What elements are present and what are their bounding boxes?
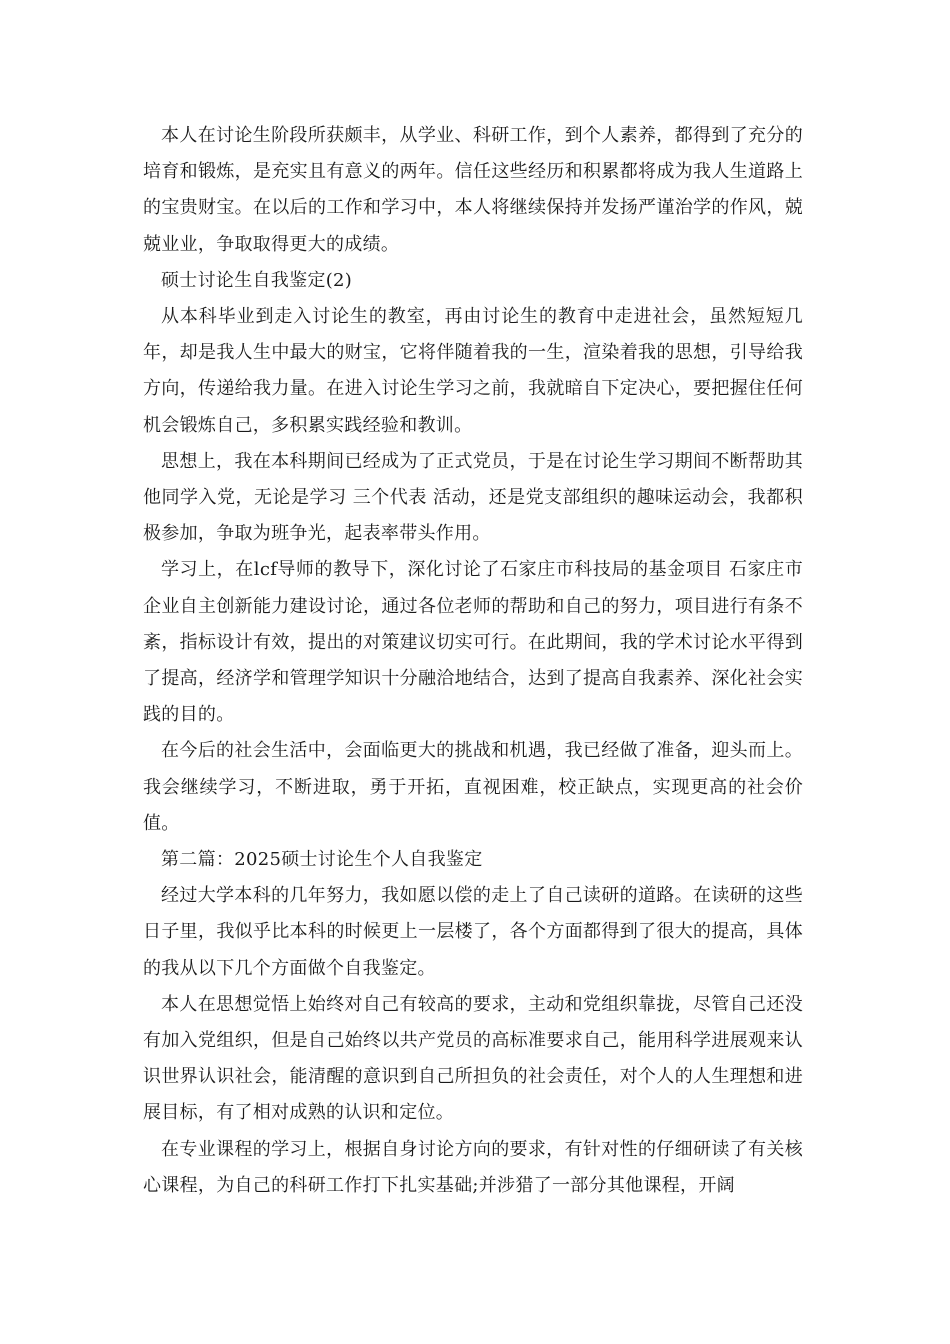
- document-body: [143, 118, 803, 1204]
- section-heading-2: 硕士讨论生自我鉴定(2): [161, 269, 353, 291]
- paragraph-1: 本人在讨论生阶段所获颇丰，从学业、科研工作，到个人素养，都得到了充分的培育和锻炼，是充实且有意义的两年。信任这些经历和积累都将成为我人生道路上的宝贵财宝。在以后的工作和学习中，本人将继续保持并发扬严谨治学的作风，兢兢业业，争取取得更大的成绩。: [143, 125, 803, 255]
- paragraph-6: 经过大学本科的几年努力，我如愿以偿的走上了自己读研的道路。在读研的这些日子里，我似乎比本科的时候更上一层楼了，各个方面都得到了很大的提高，具体的我从以下几个方面做个自我鉴定。: [143, 885, 803, 979]
- paragraph-2: 从本科毕业到走入讨论生的教室，再由讨论生的教育中走进社会，虽然短短几年，却是我人生中最大的财宝，它将伴随着我的一生，渲染着我的思想，引导给我方向，传递给我力量。在进入讨论生学习之前，我就暗自下定决心，要把握住任何机会锻炼自己，多积累实践经验和教训。: [143, 306, 803, 436]
- paragraph-8: 在专业课程的学习上，根据自身讨论方向的要求，有针对性的仔细研读了有关核心课程，为自己的科研工作打下扎实基础;并涉猎了一部分其他课程，开阔: [143, 1138, 803, 1196]
- paragraph-7: 本人在思想觉悟上始终对自己有较高的要求，主动和党组织靠拢，尽管自己还没有加入党组织，但是自己始终以共产党员的高标准要求自己，能用科学进展观来认识世界认识社会，能清醒的意识到自己所担负的社会责任，对个人的人生理想和进展目标，有了相对成熟的认识和定位。: [143, 993, 803, 1124]
- paragraph-5: 在今后的社会生活中，会面临更大的挑战和机遇，我已经做了准备，迎头而上。我会继续学习，不断进取，勇于开拓，直视困难，校正缺点，实现更高的社会价值。: [143, 740, 803, 834]
- paragraph-3: 思想上，我在本科期间已经成为了正式党员，于是在讨论生学习期间不断帮助其他同学入党，无论是学习 三个代表 活动，还是党支部组织的趣味运动会，我都积极参加，争取为班争光，起表率带头作用。: [143, 450, 803, 545]
- chapter-heading-2: 第二篇：2025硕士讨论生个人自我鉴定: [161, 849, 483, 871]
- paragraph-4: 学习上，在lcf导师的教导下，深化讨论了石家庄市科技局的基金项目 石家庄市企业自主创新能力建设讨论，通过各位老师的帮助和自己的努力，项目进行有条不紊，指标设计有效，提出的对策建议切实可行。在此期间，我的学术讨论水平得到了提高，经济学和管理学知识十分融洽地结合，达到了提高自我素养、深化社会实践的目的。: [143, 559, 803, 726]
